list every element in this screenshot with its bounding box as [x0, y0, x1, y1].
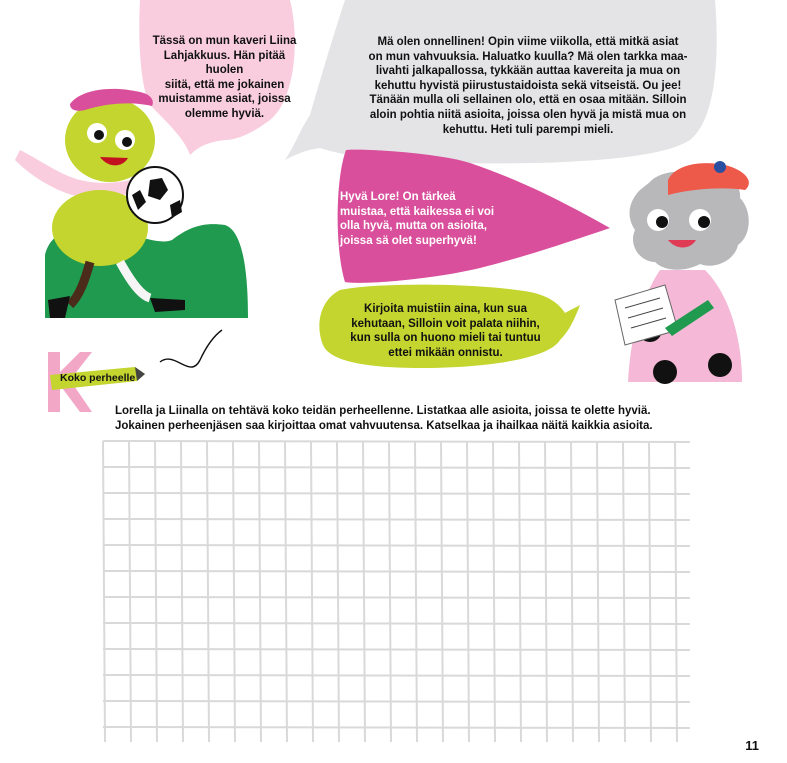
grid-line — [103, 519, 690, 520]
grid-line — [129, 441, 131, 742]
grid-line — [259, 441, 261, 742]
grid-line — [103, 441, 105, 742]
magenta-bubble-text: Hyvä Lore! On tärkeä muistaa, että kaikessa ei voi olla hyvä, mutta on asioita, joissa sä olet superhyvä! — [340, 191, 495, 247]
grid-line — [649, 441, 651, 742]
grid-line — [103, 727, 690, 728]
grid-line — [493, 441, 495, 742]
grid-line — [415, 441, 417, 742]
grid-line — [363, 441, 365, 742]
squiggle-line — [160, 330, 222, 367]
gray-bubble-text: Mä olen onnellinen! Opin viime viikolla, että mitkä asiat on mun vahvuuksia. Haluatko kuulla? Mä olen tarkka maa- livahti jalkapallossa, tykkään auttaa kavereita ja mua on kehuttu hyvistä piirustustaidoista sekä vitseistä. Ou jee! Tänään mulla oli sellainen olo, että en osaa mitään. Silloin aloin pohtia niitä asioita, joissa olen hyvä ja mistä mua on kehuttu. Heti tuli parempi mieli. — [368, 36, 688, 136]
lime-bubble-text: Kirjoita muistiin aina, kun sua kehutaan, Silloin voit palata niihin, kun sulla on huono mieli tai tuntuu ettei mikään onnistu. — [350, 303, 541, 359]
grid-line — [103, 467, 690, 468]
grid-line — [103, 649, 690, 650]
grid-line — [675, 441, 677, 742]
grid-line — [207, 441, 209, 742]
grid-line — [441, 441, 443, 742]
grid-line — [597, 441, 599, 742]
writing-grid — [103, 441, 690, 742]
grid-line — [103, 597, 690, 598]
grid-line — [103, 675, 690, 676]
grid-line — [337, 441, 339, 742]
page-number: 11 — [745, 738, 759, 753]
grid-line — [467, 441, 469, 742]
grid-line — [519, 441, 521, 742]
instructions-text: Lorella ja Liinalla on tehtävä koko teidän perheellenne. Listatkaa alle asioita, joissa te olette hyviä. Jokainen perheenjäsen saa kirjoittaa omat vahvuutensa. Katselkaa ja ihailkaa näitä kaikkia asioita. — [115, 405, 653, 432]
grid-line — [545, 441, 547, 742]
grid-line — [103, 701, 690, 702]
grid-line — [103, 571, 690, 572]
grid-line — [311, 441, 313, 742]
grid-line — [103, 623, 690, 624]
grid-line — [389, 441, 391, 742]
family-tag-label: Koko perheelle — [60, 372, 136, 384]
grid-line — [233, 441, 235, 742]
grid-line — [103, 545, 690, 546]
grid-line — [623, 441, 625, 742]
grid-line — [155, 441, 157, 742]
grid-line — [571, 441, 573, 742]
grid-line — [103, 441, 690, 442]
grid-line — [285, 441, 287, 742]
grid-line — [103, 493, 690, 494]
grid-line — [181, 441, 183, 742]
pink-bubble-text: Tässä on mun kaveri Liina Lahjakkuus. Hän pitää huolen siitä, että me jokainen muistamme asiat, joissa olemme hyviä. — [152, 35, 297, 120]
